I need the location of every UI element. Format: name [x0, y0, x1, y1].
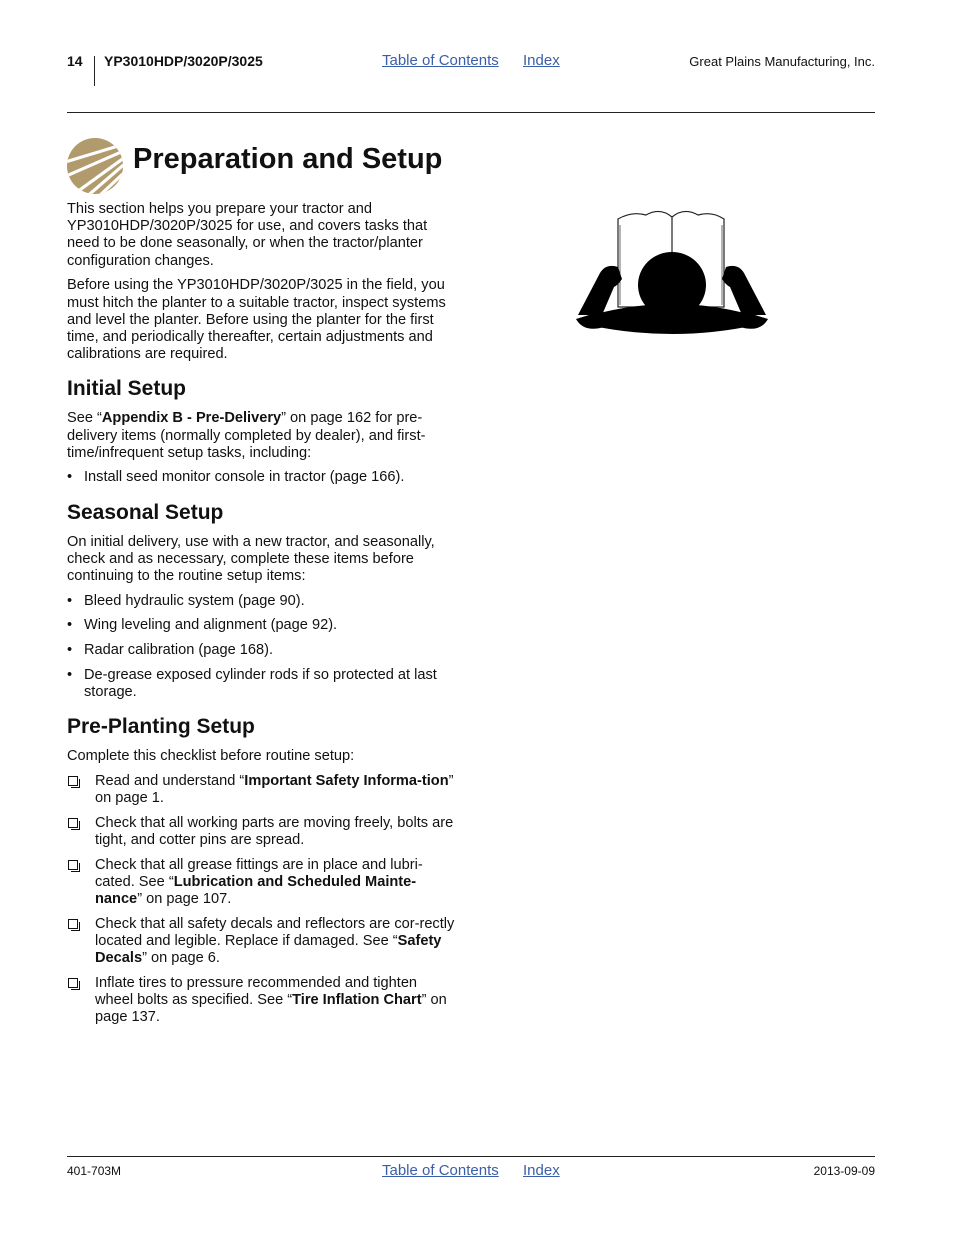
seasonal-setup-list	[67, 593, 459, 702]
appendix-b-reference: Appendix B - Pre-Delivery	[101, 410, 282, 427]
checklist-item: Check that all working parts are moving freely, bolts are tight, and cotter pins are spread.	[67, 815, 459, 849]
checklist-item: Inflate tires to pressure recommended and tighten wheel bolts as specified. See “Tire Inflation Chart” on page 137.	[67, 975, 459, 1027]
checkbox-icon	[68, 860, 78, 870]
footer-rule	[67, 1156, 875, 1157]
header-index-link[interactable]: Index	[523, 52, 560, 69]
header-rule	[67, 112, 875, 113]
checkbox-icon	[68, 776, 78, 786]
document-number: 401-703M	[67, 1164, 122, 1178]
footer-toc-link[interactable]: Table of Contents	[382, 1162, 499, 1179]
pre-planting-text: Complete this checklist before routine setup:	[67, 748, 355, 765]
header-divider	[94, 56, 95, 86]
page-title: Preparation and Setup	[133, 143, 443, 175]
initial-setup-list	[67, 469, 459, 486]
intro-paragraph-1: This section helps you prepare your tractor and YP3010HDP/3020P/3025 for use, and covers tasks that need to be done seasonally, or when the tractor/planter configuration changes.	[67, 201, 428, 269]
list-item: • De-grease exposed cylinder rods if so protected at last storage.	[67, 667, 459, 701]
list-item: • Radar calibration (page 168).	[67, 642, 459, 659]
checklist-item: Read and understand “Important Safety Informa-tion” on page 1.	[67, 773, 459, 807]
checklist-item: Check that all grease fittings are in place and lubri-cated. See “Lubrication and Scheduled Mainte-nance” on page 107.	[67, 857, 459, 909]
checkbox-icon	[68, 978, 78, 988]
initial-setup-heading: Initial Setup	[67, 377, 187, 401]
company-name: Great Plains Manufacturing, Inc.	[689, 54, 875, 69]
list-item: • Bleed hydraulic system (page 90).	[67, 593, 459, 610]
person-reading-manual-icon	[574, 203, 770, 343]
seasonal-setup-text: On initial delivery, use with a new tractor, and seasonally, check and as necessary, complete these items before continuing to the routine setup items:	[67, 533, 435, 585]
list-item: • Wing leveling and alignment (page 92).	[67, 617, 459, 634]
seasonal-setup-heading: Seasonal Setup	[67, 500, 224, 524]
intro-paragraph-2: Before using the YP3010HDP/3020P/3025 in the field, you must hitch the planter to a suitable tractor, inspect systems and level the planter. Before using the planter for the first time, and periodically thereafter, certain adjustments and calibrations are required.	[67, 277, 446, 363]
pre-planting-checklist	[67, 773, 459, 1027]
checklist-item: Check that all safety decals and reflectors are cor-rectly located and legible. Replace if damaged. See “Safety Decals” on page 6.	[67, 916, 459, 968]
great-plains-logo-icon	[66, 137, 124, 195]
page-number: 14	[67, 53, 83, 69]
checkbox-icon	[68, 818, 78, 828]
document-date: 2013-09-09	[813, 1164, 875, 1178]
list-item: • Install seed monitor console in tractor (page 166).	[67, 469, 459, 486]
checkbox-icon	[68, 919, 78, 929]
header-toc-link[interactable]: Table of Contents	[382, 52, 499, 69]
initial-setup-text: See “Appendix B - Pre-Delivery” on page 162 for pre-delivery items (normally completed by dealer), and first-time/infrequent setup tasks, including:	[67, 410, 426, 461]
footer-index-link[interactable]: Index	[523, 1162, 560, 1179]
model-name: YP3010HDP/3020P/3025	[104, 53, 263, 69]
pre-planting-heading: Pre-Planting Setup	[67, 715, 255, 739]
main-content	[67, 201, 459, 1034]
